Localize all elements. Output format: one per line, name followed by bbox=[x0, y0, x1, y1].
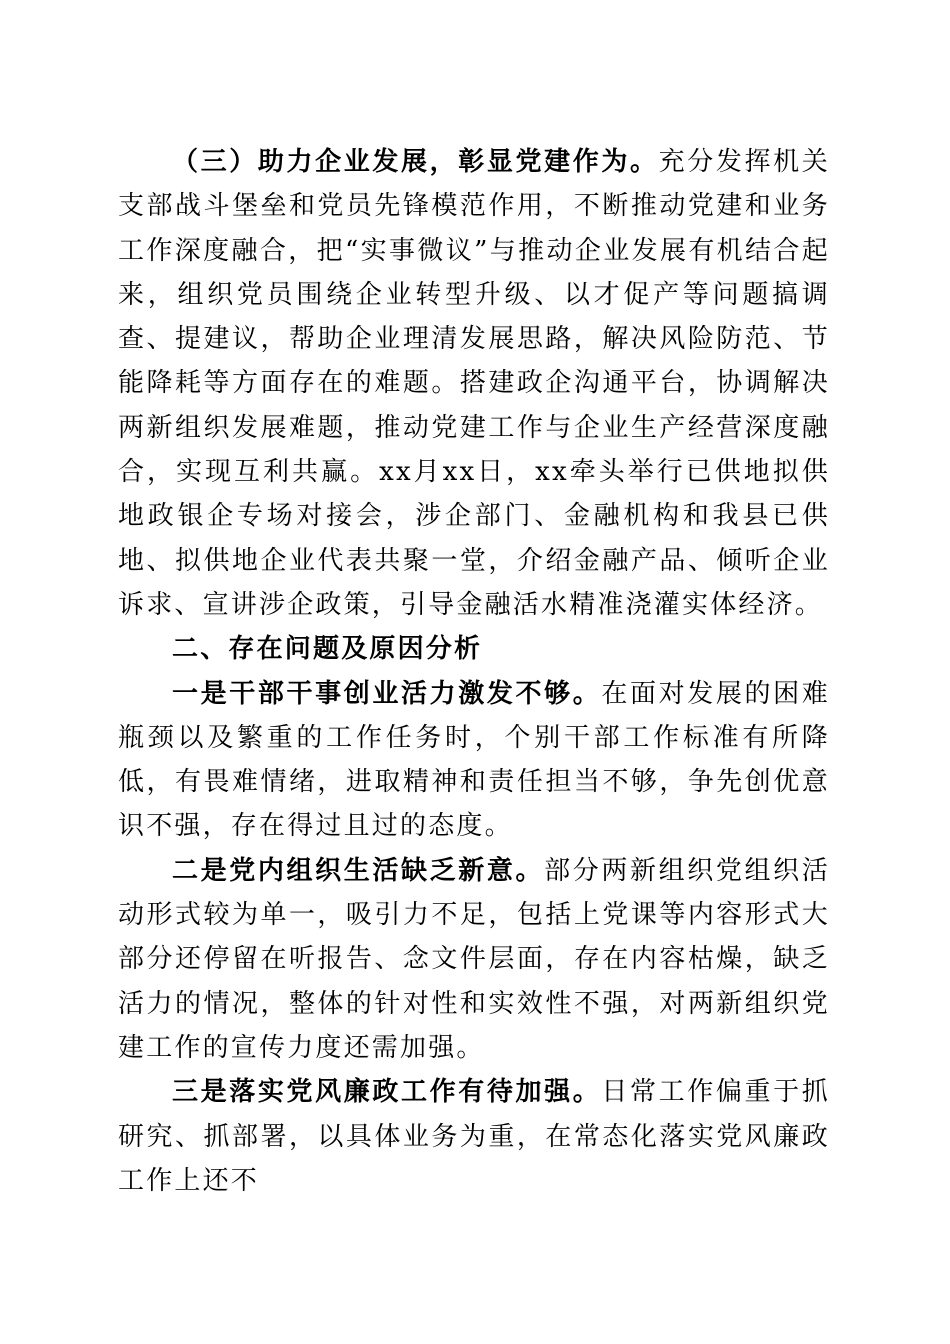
paragraph-problem-2 bbox=[118, 849, 830, 1070]
paragraph-text: 在面对发展的困难瓶颈以及繁重的工作任务时，个别干部工作标准有所降低，有畏难情绪，进取精神和责任担当不够，争先创优意识不强，存在得过且过的态度。 bbox=[118, 678, 830, 842]
paragraph-lead-heading: 一是干部干事创业活力激发不够。 bbox=[172, 678, 602, 709]
section-heading: 二、存在问题及原因分析 bbox=[172, 634, 483, 665]
paragraph-text: 部分两新组织党组织活动形式较为单一，吸引力不足，包括上党课等内容形式大部分还停留在听报告、念文件层面，存在内容枯燥，缺乏活力的情况，整体的针对性和实效性不强，对两新组织党建工作的宣传力度还需加强。 bbox=[118, 855, 830, 1063]
paragraph-text: 日常工作偏重于抓研究、抓部署，以具体业务为重，在常态化落实党风廉政工作上还不 bbox=[118, 1077, 830, 1196]
paragraph-lead-heading: 二是党内组织生活缺乏新意。 bbox=[172, 855, 545, 886]
paragraph-problem-1 bbox=[118, 672, 830, 849]
paragraph-problem-3 bbox=[118, 1070, 830, 1203]
document-body bbox=[118, 140, 830, 1203]
paragraph-support-enterprise bbox=[118, 140, 830, 627]
paragraph-lead-heading: 三是落实党风廉政工作有待加强。 bbox=[172, 1077, 602, 1108]
paragraph-text: 充分发挥机关支部战斗堡垒和党员先锋模范作用，不断推动党建和业务工作深度融合，把“实事微议”与推动企业发展有机结合起来，组织党员围绕企业转型升级、以才促产等问题搞调查、提建议，帮助企业理清发展思路，解决风险防范、节能降耗等方面存在的难题。搭建政企沟通平台，协调解决两新组织发展难题，推动党建工作与企业生产经营深度融合，实现互利共赢。xx月xx日，xx牵头举行已供地拟供地政银企专场对接会，涉企部门、金融机构和我县已供地、拟供地企业代表共聚一堂，介绍金融产品、倾听企业诉求、宣讲涉企政策，引导金融活水精准浇灌实体经济。 bbox=[118, 147, 831, 620]
paragraph-lead-heading: （三）助力企业发展，彰显党建作为。 bbox=[172, 147, 659, 177]
